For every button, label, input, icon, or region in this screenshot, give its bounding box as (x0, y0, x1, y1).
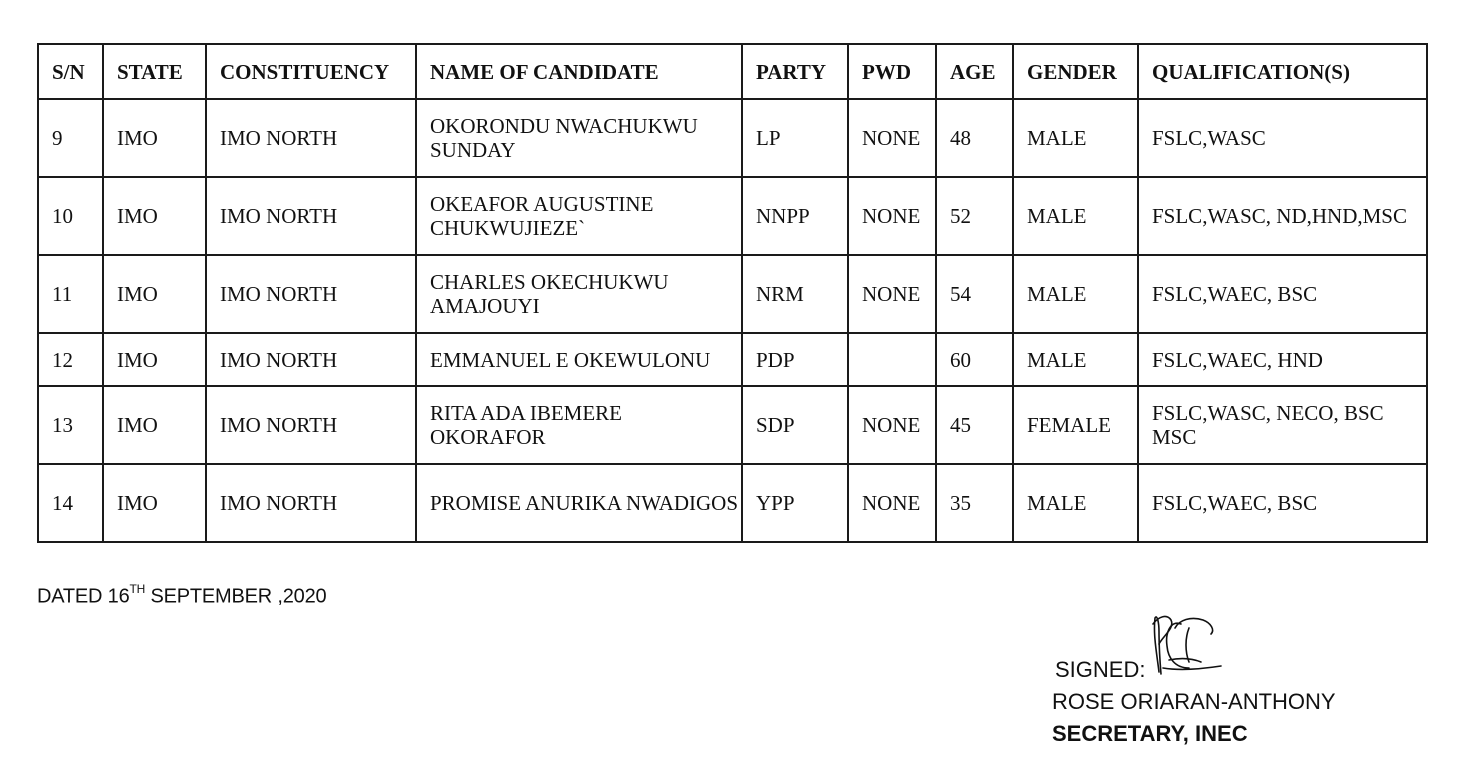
cell-constituency: IMO NORTH (206, 99, 416, 177)
cell-gender: FEMALE (1013, 386, 1138, 464)
cell-qualifications: FSLC,WAEC, BSC (1138, 464, 1427, 542)
cell-state: IMO (103, 333, 206, 386)
cell-sn: 10 (38, 177, 103, 255)
cell-constituency: IMO NORTH (206, 464, 416, 542)
cell-pwd: NONE (848, 255, 936, 333)
cell-sn: 11 (38, 255, 103, 333)
header-pwd: PWD (848, 44, 936, 99)
cell-age: 35 (936, 464, 1013, 542)
cell-qualifications: FSLC,WASC, ND,HND,MSC (1138, 177, 1427, 255)
cell-state: IMO (103, 99, 206, 177)
cell-candidate-name: CHARLES OKECHUKWU AMAJOUYI (416, 255, 742, 333)
cell-pwd: NONE (848, 177, 936, 255)
cell-age: 48 (936, 99, 1013, 177)
cell-sn: 12 (38, 333, 103, 386)
candidates-table (37, 43, 1428, 543)
cell-constituency: IMO NORTH (206, 386, 416, 464)
header-party: PARTY (742, 44, 848, 99)
cell-gender: MALE (1013, 255, 1138, 333)
cell-pwd (848, 333, 936, 386)
cell-party: SDP (742, 386, 848, 464)
cell-state: IMO (103, 255, 206, 333)
cell-sn: 13 (38, 386, 103, 464)
cell-state: IMO (103, 177, 206, 255)
cell-state: IMO (103, 386, 206, 464)
cell-party: LP (742, 99, 848, 177)
cell-candidate-name: RITA ADA IBEMERE OKORAFOR (416, 386, 742, 464)
cell-constituency: IMO NORTH (206, 255, 416, 333)
cell-state: IMO (103, 464, 206, 542)
table-row (38, 333, 1427, 386)
cell-age: 45 (936, 386, 1013, 464)
cell-candidate-name: OKORONDU NWACHUKWU SUNDAY (416, 99, 742, 177)
table-row (38, 99, 1427, 177)
cell-age: 60 (936, 333, 1013, 386)
cell-sn: 9 (38, 99, 103, 177)
cell-sn: 14 (38, 464, 103, 542)
header-constituency: CONSTITUENCY (206, 44, 416, 99)
cell-pwd: NONE (848, 386, 936, 464)
signed-label: SIGNED: (1055, 657, 1146, 682)
table-header-row (38, 44, 1427, 99)
table-row (38, 386, 1427, 464)
cell-pwd: NONE (848, 464, 936, 542)
cell-gender: MALE (1013, 99, 1138, 177)
cell-age: 52 (936, 177, 1013, 255)
dated-prefix: DATED 16 (37, 585, 130, 608)
cell-party: PDP (742, 333, 848, 386)
cell-gender: MALE (1013, 464, 1138, 542)
cell-pwd: NONE (848, 99, 936, 177)
cell-party: YPP (742, 464, 848, 542)
cell-candidate-name: OKEAFOR AUGUSTINE CHUKWUJIEZE` (416, 177, 742, 255)
dated-suffix: SEPTEMBER ,2020 (145, 585, 327, 608)
cell-qualifications: FSLC,WAEC, HND (1138, 333, 1427, 386)
header-sn: S/N (38, 44, 103, 99)
cell-party: NRM (742, 255, 848, 333)
cell-gender: MALE (1013, 177, 1138, 255)
header-gender: GENDER (1013, 44, 1138, 99)
dated-ordinal: TH (129, 582, 146, 596)
cell-qualifications: FSLC,WASC, NECO, BSC MSC (1138, 386, 1427, 464)
signer-title: SECRETARY, INEC (1052, 721, 1248, 746)
cell-age: 54 (936, 255, 1013, 333)
table-row (38, 255, 1427, 333)
table-row (38, 177, 1427, 255)
cell-constituency: IMO NORTH (206, 177, 416, 255)
signature-image (1145, 610, 1225, 680)
header-candidate-name: NAME OF CANDIDATE (416, 44, 742, 99)
cell-gender: MALE (1013, 333, 1138, 386)
signer-name: ROSE ORIARAN-ANTHONY (1052, 689, 1336, 714)
cell-candidate-name: EMMANUEL E OKEWULONU (416, 333, 742, 386)
table-row (38, 464, 1427, 542)
header-age: AGE (936, 44, 1013, 99)
cell-constituency: IMO NORTH (206, 333, 416, 386)
cell-party: NNPP (742, 177, 848, 255)
cell-qualifications: FSLC,WASC (1138, 99, 1427, 177)
cell-candidate-name: PROMISE ANURIKA NWADIGOS (416, 464, 742, 542)
header-state: STATE (103, 44, 206, 99)
dated-line (37, 584, 326, 609)
header-qualifications: QUALIFICATION(S) (1138, 44, 1427, 99)
cell-qualifications: FSLC,WAEC, BSC (1138, 255, 1427, 333)
